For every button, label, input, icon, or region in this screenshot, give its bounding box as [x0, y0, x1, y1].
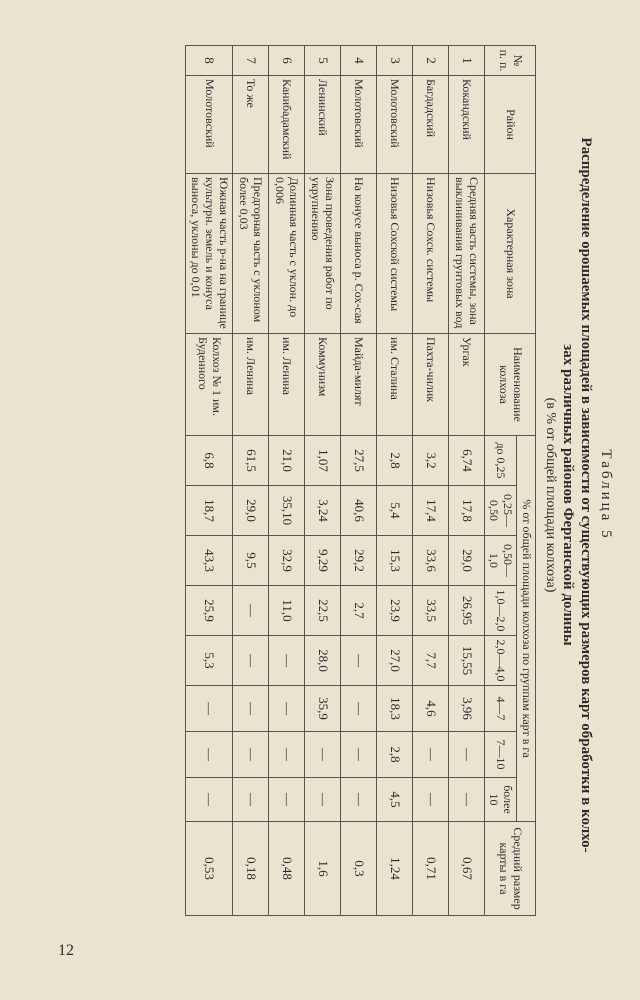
- zone-cell: Южная часть р-на на границе культурн. земель и конуса выноса, уклоны до 0,01: [186, 174, 232, 334]
- district-cell: Багдадский: [412, 76, 448, 174]
- kolkhoz-cell: им. Ленина: [268, 334, 304, 436]
- group-value-cell: 29,2: [340, 536, 376, 586]
- group-value-cell: —: [232, 732, 268, 778]
- group-value-cell: —: [304, 778, 340, 822]
- header-group: более 10: [484, 778, 517, 822]
- group-value-cell: 27,0: [376, 636, 412, 686]
- group-value-cell: 35,10: [268, 486, 304, 536]
- kolkhoz-cell: Коммунизм: [304, 334, 340, 436]
- header-zone: Характерная зона: [484, 174, 535, 334]
- row-number: 2: [412, 46, 448, 76]
- data-table: [185, 45, 536, 916]
- group-value-cell: 1,07: [304, 436, 340, 486]
- header-group: до 0,25: [484, 436, 517, 486]
- group-value-cell: —: [340, 686, 376, 732]
- zone-cell: Долинная часть с уклон. до 0,006: [268, 174, 304, 334]
- table-row: [232, 46, 268, 916]
- avg-size-cell: 0,48: [268, 822, 304, 916]
- group-value-cell: 40,6: [340, 486, 376, 536]
- header-no: № п. п.: [484, 46, 535, 76]
- row-number: 1: [448, 46, 484, 76]
- header-group: 2,0—4,0: [484, 636, 517, 686]
- zone-cell: Низовья Сохской системы: [376, 174, 412, 334]
- row-number: 6: [268, 46, 304, 76]
- group-value-cell: —: [268, 636, 304, 686]
- district-cell: Ленинский: [304, 76, 340, 174]
- group-value-cell: —: [412, 732, 448, 778]
- group-value-cell: 2,8: [376, 732, 412, 778]
- group-value-cell: 7,7: [412, 636, 448, 686]
- group-value-cell: 23,9: [376, 586, 412, 636]
- group-value-cell: 3,24: [304, 486, 340, 536]
- group-value-cell: 4,5: [376, 778, 412, 822]
- table-subtitle: (в % от общей площади колхоза): [543, 397, 558, 593]
- row-number: 3: [376, 46, 412, 76]
- group-value-cell: —: [268, 732, 304, 778]
- avg-size-cell: 1,6: [304, 822, 340, 916]
- district-cell: Молотовский: [340, 76, 376, 174]
- group-value-cell: 17,4: [412, 486, 448, 536]
- avg-size-cell: 0,53: [186, 822, 232, 916]
- table-row: [186, 46, 232, 916]
- header-group: 4—7: [484, 686, 517, 732]
- group-value-cell: —: [448, 778, 484, 822]
- zone-cell: Низовья Сохск. системы: [412, 174, 448, 334]
- group-value-cell: 5,3: [186, 636, 232, 686]
- kolkhoz-cell: Ургак: [448, 334, 484, 436]
- group-value-cell: 35,9: [304, 686, 340, 732]
- table-row: [340, 46, 376, 916]
- group-value-cell: 3,96: [448, 686, 484, 732]
- group-value-cell: 25,9: [186, 586, 232, 636]
- avg-size-cell: 0,71: [412, 822, 448, 916]
- district-cell: Молотовский: [376, 76, 412, 174]
- header-group: 1,0—2,0: [484, 586, 517, 636]
- header-avg: Средний размер карты в га: [484, 822, 535, 916]
- group-value-cell: 15,55: [448, 636, 484, 686]
- group-value-cell: —: [232, 686, 268, 732]
- group-value-cell: 9,5: [232, 536, 268, 586]
- group-value-cell: —: [340, 778, 376, 822]
- table-row: [268, 46, 304, 916]
- group-value-cell: 4,6: [412, 686, 448, 732]
- group-value-cell: —: [232, 586, 268, 636]
- group-value-cell: 9,29: [304, 536, 340, 586]
- header-group: 0,50—1,0: [484, 536, 517, 586]
- group-value-cell: —: [448, 732, 484, 778]
- row-number: 5: [304, 46, 340, 76]
- row-number: 4: [340, 46, 376, 76]
- table-title-line1: Распределение орошаемых площадей в зависимости от существующих размеров карт обработки в колхо-: [578, 137, 594, 853]
- group-value-cell: 43,3: [186, 536, 232, 586]
- group-value-cell: 15,3: [376, 536, 412, 586]
- avg-size-cell: 1,24: [376, 822, 412, 916]
- district-cell: Молотовский: [186, 76, 232, 174]
- avg-size-cell: 0,67: [448, 822, 484, 916]
- zone-cell: На конусе выноса р. Сох-сая: [340, 174, 376, 334]
- district-cell: Канибадамский: [268, 76, 304, 174]
- group-value-cell: —: [340, 732, 376, 778]
- table-label: Таблица 5: [598, 449, 614, 541]
- table-row: [412, 46, 448, 916]
- group-value-cell: 27,5: [340, 436, 376, 486]
- row-number: 7: [232, 46, 268, 76]
- kolkhoz-cell: Колхоз № 1 им. Буденного: [186, 334, 232, 436]
- group-value-cell: 26,95: [448, 586, 484, 636]
- group-value-cell: 61,5: [232, 436, 268, 486]
- group-value-cell: 6,74: [448, 436, 484, 486]
- table-title-line2: зах различных районов Ферганской долины: [560, 344, 576, 646]
- table-row: [304, 46, 340, 916]
- header-group: 0,25—0,50: [484, 486, 517, 536]
- header-district: Район: [484, 76, 535, 174]
- group-value-cell: 3,2: [412, 436, 448, 486]
- group-value-cell: 29,0: [448, 536, 484, 586]
- table-row: [376, 46, 412, 916]
- group-value-cell: 18,3: [376, 686, 412, 732]
- group-value-cell: 6,8: [186, 436, 232, 486]
- group-value-cell: 32,9: [268, 536, 304, 586]
- group-value-cell: —: [340, 636, 376, 686]
- group-value-cell: 11,0: [268, 586, 304, 636]
- group-value-cell: —: [412, 778, 448, 822]
- district-cell: Кокандский: [448, 76, 484, 174]
- page-number: 12: [58, 942, 74, 959]
- group-value-cell: 2,7: [340, 586, 376, 636]
- group-value-cell: 33,6: [412, 536, 448, 586]
- group-value-cell: —: [268, 778, 304, 822]
- table-row: [448, 46, 484, 916]
- group-value-cell: 28,0: [304, 636, 340, 686]
- group-value-cell: 5,4: [376, 486, 412, 536]
- group-value-cell: —: [232, 636, 268, 686]
- group-value-cell: 33,5: [412, 586, 448, 636]
- kolkhoz-cell: им. Сталина: [376, 334, 412, 436]
- group-value-cell: 2,8: [376, 436, 412, 486]
- group-value-cell: 18,7: [186, 486, 232, 536]
- zone-cell: Зона проведения работ по укрупнению: [304, 174, 340, 334]
- group-value-cell: —: [186, 732, 232, 778]
- group-value-cell: —: [268, 686, 304, 732]
- kolkhoz-cell: Майда-милят: [340, 334, 376, 436]
- group-value-cell: —: [186, 778, 232, 822]
- header-group: 7—10: [484, 732, 517, 778]
- group-value-cell: 22,5: [304, 586, 340, 636]
- group-value-cell: —: [304, 732, 340, 778]
- row-number: 8: [186, 46, 232, 76]
- group-value-cell: 17,8: [448, 486, 484, 536]
- kolkhoz-cell: им. Ленина: [232, 334, 268, 436]
- zone-cell: Предгорная часть с уклоном более 0,03: [232, 174, 268, 334]
- group-value-cell: —: [186, 686, 232, 732]
- avg-size-cell: 0,3: [340, 822, 376, 916]
- district-cell: То же: [232, 76, 268, 174]
- avg-size-cell: 0,18: [232, 822, 268, 916]
- kolkhoz-cell: Пахта-чилик: [412, 334, 448, 436]
- zone-cell: Средняя часть системы, зона выклинивания грунтовых вод: [448, 174, 484, 334]
- group-value-cell: 21,0: [268, 436, 304, 486]
- rotated-table-page: [60, 45, 620, 945]
- header-kolkhoz: Наименование колхоза: [484, 334, 535, 436]
- group-value-cell: 29,0: [232, 486, 268, 536]
- header-groups: % от общей площади колхоза по группам карт в га: [517, 436, 536, 822]
- group-value-cell: —: [232, 778, 268, 822]
